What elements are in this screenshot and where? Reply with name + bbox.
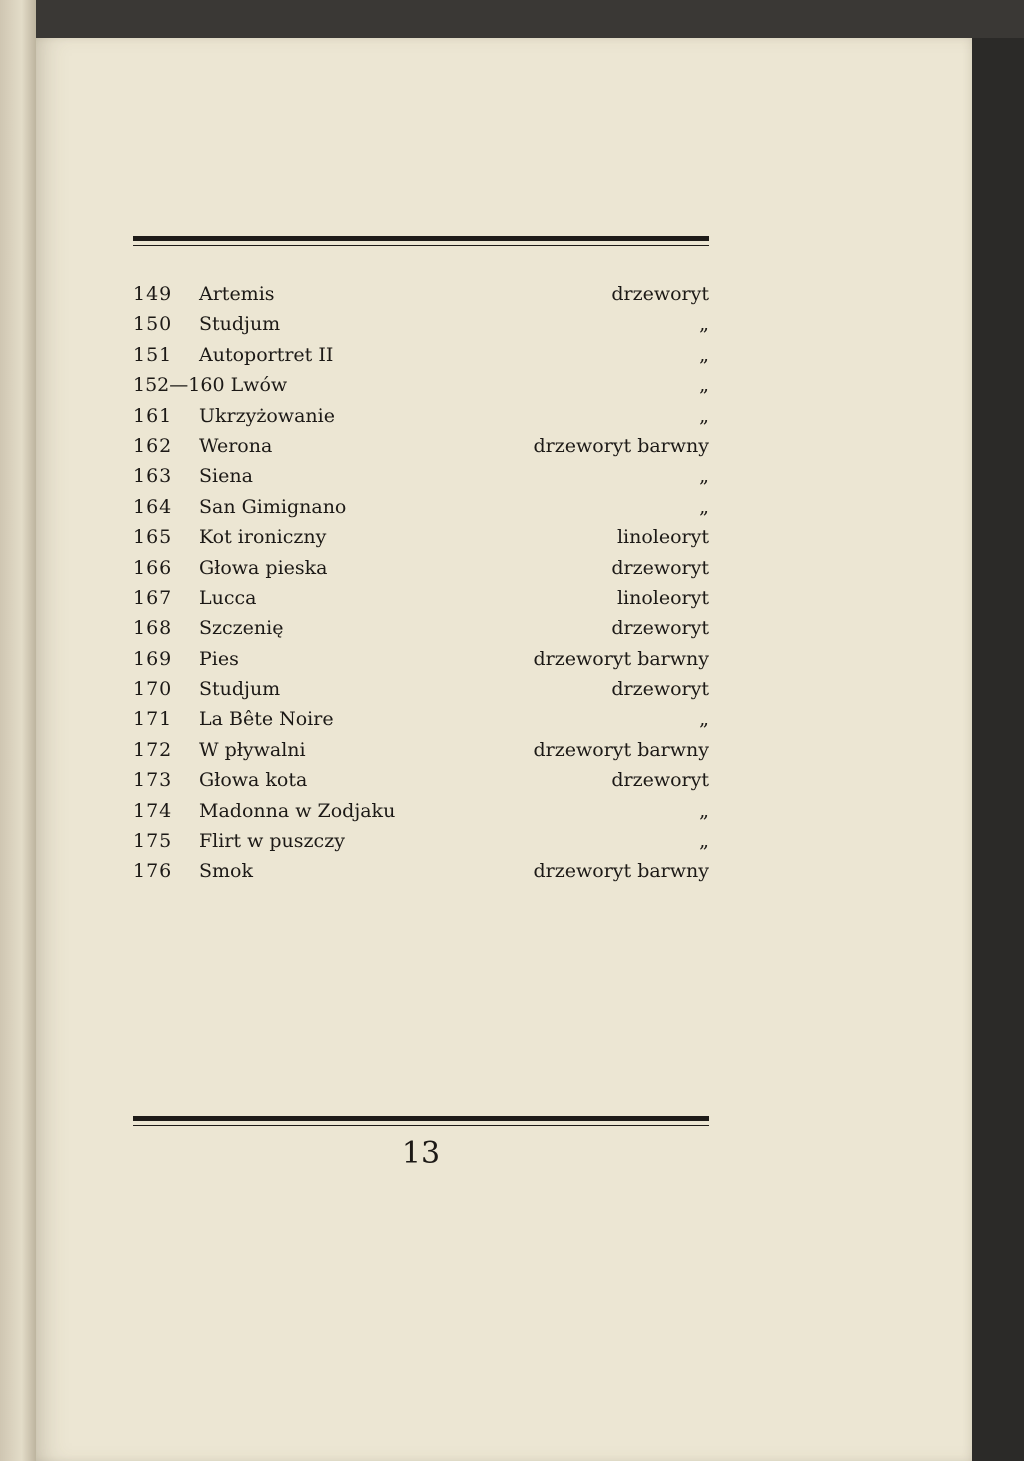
- catalog-entry: [133, 461, 709, 491]
- entry-technique: „: [699, 830, 709, 853]
- scan-background: [972, 38, 1024, 1461]
- entry-technique: drzeworyt: [611, 769, 709, 792]
- entry-title: Lucca: [199, 586, 257, 609]
- entry-technique: linoleoryt: [616, 586, 709, 609]
- catalog-list: [133, 279, 709, 887]
- entry-title: Ukrzyżowanie: [199, 404, 335, 427]
- catalog-entry: [133, 492, 709, 522]
- entry-technique: drzeworyt barwny: [533, 434, 709, 457]
- entry-number: 162: [133, 434, 173, 457]
- catalog-entry: [133, 309, 709, 339]
- entry-title: Madonna w Zodjaku: [199, 799, 396, 822]
- catalog-entry: [133, 674, 709, 704]
- catalog-entry: [133, 704, 709, 734]
- entry-technique: „: [699, 495, 709, 518]
- entry-technique: „: [699, 708, 709, 731]
- entry-number: 149: [133, 283, 173, 305]
- entry-title: Siena: [199, 465, 253, 488]
- entry-technique: „: [699, 313, 709, 336]
- entry-technique: „: [699, 343, 709, 366]
- rule-thin-line: [133, 1125, 709, 1126]
- entry-number: 167: [133, 586, 173, 609]
- entry-technique: drzeworyt barwny: [533, 860, 709, 883]
- catalog-entry: [133, 340, 709, 370]
- entry-title: Głowa kota: [199, 769, 308, 792]
- entry-technique: „: [699, 404, 709, 427]
- entry-title: Studjum: [199, 313, 281, 336]
- catalog-entry: [133, 401, 709, 431]
- bottom-double-rule: [133, 1116, 709, 1126]
- catalog-entry: [133, 583, 709, 613]
- entry-title: Szczenię: [199, 617, 284, 640]
- catalog-entry: [133, 553, 709, 583]
- entry-title: Werona: [199, 434, 273, 457]
- entry-number: 172: [133, 738, 173, 761]
- previous-page-edge: [0, 0, 36, 1461]
- entry-technique: „: [699, 799, 709, 822]
- entry-number: 175: [133, 830, 173, 853]
- entry-title: La Bête Noire: [199, 708, 334, 731]
- entry-title: Autoportret II: [199, 343, 334, 366]
- catalog-entry: [133, 735, 709, 765]
- catalog-entry: [133, 856, 709, 886]
- entry-technique: drzeworyt: [611, 617, 709, 640]
- catalog-entry: [133, 431, 709, 461]
- catalog-entry: [133, 522, 709, 552]
- entry-technique: linoleoryt: [616, 526, 709, 549]
- catalog-entry: [133, 370, 709, 400]
- entry-technique: drzeworyt: [611, 556, 709, 579]
- entry-number: 151: [133, 343, 173, 366]
- entry-number: 174: [133, 799, 173, 822]
- catalog-entry: [133, 279, 709, 309]
- entry-technique: drzeworyt: [611, 678, 709, 701]
- rule-thick-line: [133, 1116, 709, 1121]
- catalog-entry: [133, 613, 709, 643]
- entry-number: 170: [133, 678, 173, 701]
- entry-number: 168: [133, 617, 173, 640]
- entry-title: Flirt w puszczy: [199, 830, 345, 853]
- page-number: 13: [401, 1136, 441, 1171]
- entry-title: Kot ironiczny: [199, 526, 327, 549]
- entry-technique: drzeworyt barwny: [533, 647, 709, 670]
- entry-number: 171: [133, 708, 173, 731]
- entry-number: 176: [133, 860, 173, 883]
- entry-number: 150: [133, 313, 173, 336]
- entry-title: W pływalni: [199, 738, 306, 761]
- rule-thin-line: [133, 245, 709, 246]
- entry-number: 173: [133, 769, 173, 792]
- entry-title: Pies: [199, 647, 239, 670]
- entry-technique: „: [699, 465, 709, 488]
- entry-technique: „: [699, 374, 709, 397]
- rule-thick-line: [133, 236, 709, 241]
- entry-title: Głowa pieska: [199, 556, 328, 579]
- entry-title: Smok: [199, 860, 253, 883]
- catalog-entry: [133, 826, 709, 856]
- entry-title: Studjum: [199, 678, 281, 701]
- catalog-entry: [133, 765, 709, 795]
- entry-technique: drzeworyt: [611, 283, 709, 305]
- entry-number: 166: [133, 556, 173, 579]
- entry-number: 163: [133, 465, 173, 488]
- entry-number: 161: [133, 404, 173, 427]
- entry-title: San Gimignano: [199, 495, 347, 518]
- entry-title: 152—160 Lwów: [133, 374, 288, 397]
- entry-number: 164: [133, 495, 173, 518]
- entry-technique: drzeworyt barwny: [533, 738, 709, 761]
- entry-number: 165: [133, 526, 173, 549]
- top-double-rule: [133, 236, 709, 246]
- entry-number: 169: [133, 647, 173, 670]
- catalog-entry: [133, 796, 709, 826]
- catalog-entry: [133, 644, 709, 674]
- entry-title: Artemis: [199, 283, 275, 305]
